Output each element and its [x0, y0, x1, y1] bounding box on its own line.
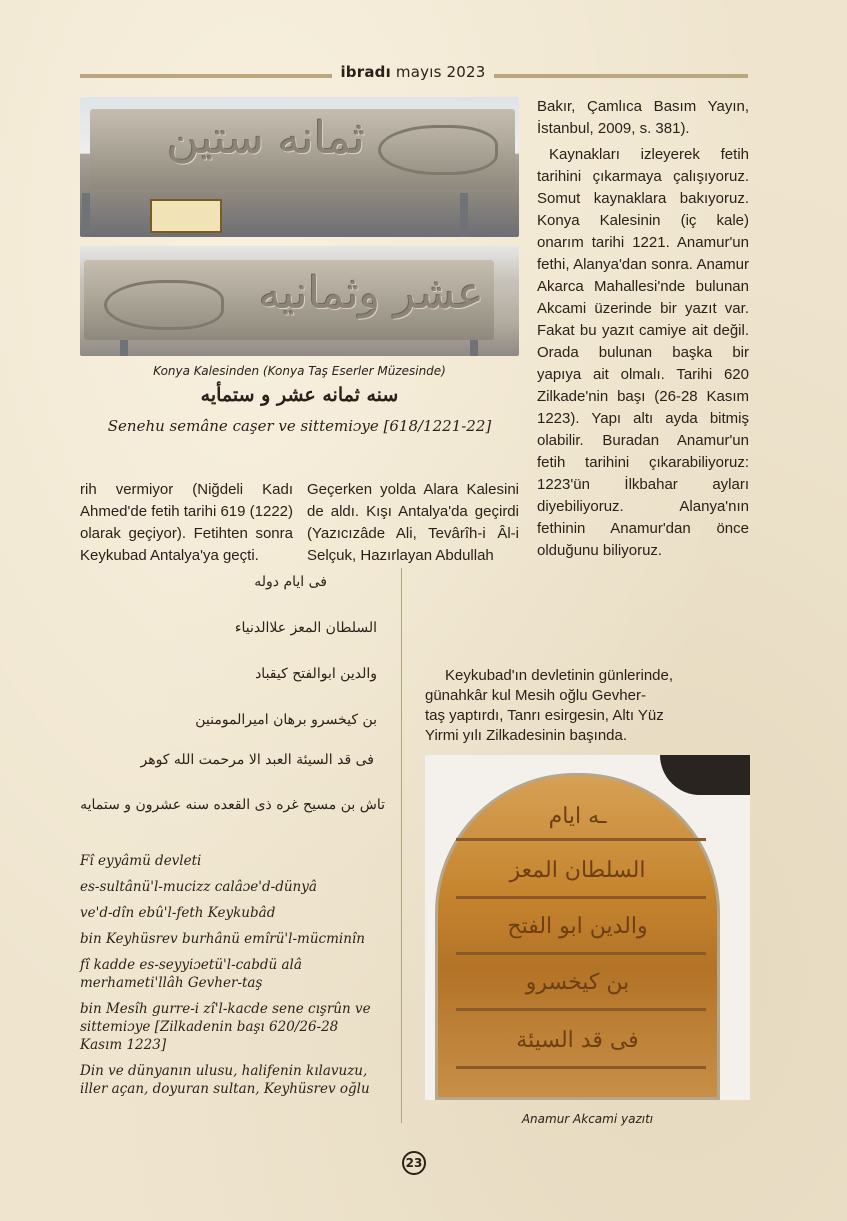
slab-line: [456, 1008, 706, 1011]
slab-line: [456, 952, 706, 955]
slab-carving: والدين ابو الفتح: [507, 914, 648, 939]
arabic-line-4: بن كيخسرو برهان اميرالمومنين: [195, 712, 377, 728]
translation-line-4: Yirmi yılı Zilkadesinin başında.: [425, 727, 628, 744]
right-column: [537, 96, 749, 562]
column-divider: [401, 568, 402, 1123]
body-column-b: Geçerken yolda Alara Kalesini de aldı. Kışı Antalya'da geçirdi (Yazıcızâde Ali, Tevârîh-i Âl-i Selçuk, Hazırlayan Abdullah: [307, 481, 519, 564]
translation-block: [425, 666, 745, 746]
arabic-line-5: فى قد السيئة العبد الا مرحمت الله كوهر: [140, 752, 374, 768]
museum-label: [150, 199, 222, 233]
stand-leg: [460, 193, 468, 237]
header-title: [332, 63, 494, 81]
slab-line: [456, 838, 706, 841]
latin-line-6: bin Mesîh gurre-i zî'l-kacde sene cışrûn ve sittemiɔye [Zilkadenin başı 620/26-28 Kasım 1223]: [80, 1001, 371, 1053]
slab-carving: فى قد السيئة: [516, 1028, 639, 1053]
stone-block-top: [90, 109, 515, 189]
arabic-line-3: والدين ابوالفتح كيقباد: [255, 666, 377, 682]
slab-carving: السلطان المعز: [509, 858, 646, 883]
fish-relief: [378, 125, 498, 175]
stand-leg: [120, 340, 128, 356]
translation-line-1: Keykubad'ın devletinin günlerinde,: [445, 667, 674, 684]
slab-line: [456, 896, 706, 899]
stone-block-bottom: [84, 260, 494, 340]
latin-line-4: bin Keyhüsrev burhânü emîrü'l-mücminîn: [80, 931, 365, 947]
header-rule-left: [80, 74, 332, 78]
latin-line-1: Fî eyyâmü devleti: [80, 853, 202, 869]
latin-line-7: Din ve dünyanın ulusu, halifenin kılavuzu, iller açan, doyuran sultan, Keyhüsrev oğlu: [80, 1063, 370, 1097]
fish-relief: [104, 280, 224, 330]
arabic-line-2: السلطان المعز علاالدنياء: [234, 620, 377, 636]
header-brand: ibradı: [340, 63, 391, 81]
slab-carving: بن كيخسرو: [525, 970, 630, 995]
page-number: 23: [402, 1151, 426, 1175]
arabic-title: سنه ثمانه عشر و ستمأيه: [200, 384, 399, 406]
latin-line-3: ve'd-dîn ebû'l-feth Keykubâd: [80, 905, 276, 921]
inscription-slab: [435, 773, 720, 1100]
body-column-a: rih vermiyor (Niğdeli Kadı Ahmed'de fetih tarihi 619 (1222) olarak geçiyor). Fetihten sonra Keykubad Antalya'ya geçti.: [80, 481, 293, 564]
right-col-para-2: Kaynakları izleyerek fetih tarihini çıkarmaya çalışıyoruz. Somut kaynaklara bakıyoruz. Konya Kalesinin (iç kale) onarım tarihi 1221. Anamur'un fethi, Alanya'dan sonra. Anamur Akarca Mahallesi'nde bulunan Akcami üzerinde bir yazıt var. Fakat bu yazıt camiye ait değil. Orada bulunan başka bir yapıya ait olmalı. Tarihi 620 Zilkade'nin başı (26-28 Kasım 1223). Yapı altı ayda bitmiş olabilir. Buradan Anamur'un fetih tarihini çıkarabiliyoruz: 1223'ün İlkbahar ayları diyebiliyoruz. Alanya'nın fethinin Anamur'dan önce olduğunu biliyoruz.: [537, 146, 749, 559]
arabic-line-1: فى ايام دوله: [254, 574, 327, 590]
stone-carving-bottom: عشر وثمانيه: [258, 268, 484, 319]
stone-carving-top: ثمانه ستين: [167, 113, 365, 164]
latin-line-2: es-sultânü'l-mucizz calâɔe'd-dünyâ: [80, 879, 317, 895]
slab-carving: ـه ايام: [548, 804, 607, 829]
latin-transliteration: [80, 852, 380, 1106]
translit-title: Senehu semâne caşer ve sittemiɔye [618/1221-22]: [107, 417, 492, 435]
header-issue: mayıs 2023: [395, 63, 486, 81]
translation-line-2: günahkâr kul Mesih oğlu Gevher-: [425, 687, 646, 704]
inscription-photo: [425, 755, 750, 1100]
stand-leg: [82, 193, 90, 237]
photo-top: [80, 97, 519, 237]
stand-leg: [470, 340, 478, 356]
arabic-line-6: تاش بن مسيح غره ذى القعده سنه عشرون و ستمايه: [80, 797, 385, 813]
right-col-para-1: Bakır, Çamlıca Basım Yayın, İstanbul, 2009, s. 381).: [537, 98, 749, 137]
header-rule-right: [494, 74, 748, 78]
photo-bottom: [80, 246, 519, 356]
slab-line: [456, 1066, 706, 1069]
shadow-area: [660, 755, 750, 795]
latin-line-5: fî kadde es-seyyiɔetü'l-cabdü alâ merhameti'llâh Gevher-taş: [80, 957, 302, 991]
translation-line-3: taş yaptırdı, Tanrı esirgesin, Altı Yüz: [425, 707, 664, 724]
inscription-caption: Anamur Akcami yazıtı: [521, 1112, 654, 1126]
photo-caption: Konya Kalesinden (Konya Taş Eserler Müzesinde): [153, 364, 446, 378]
